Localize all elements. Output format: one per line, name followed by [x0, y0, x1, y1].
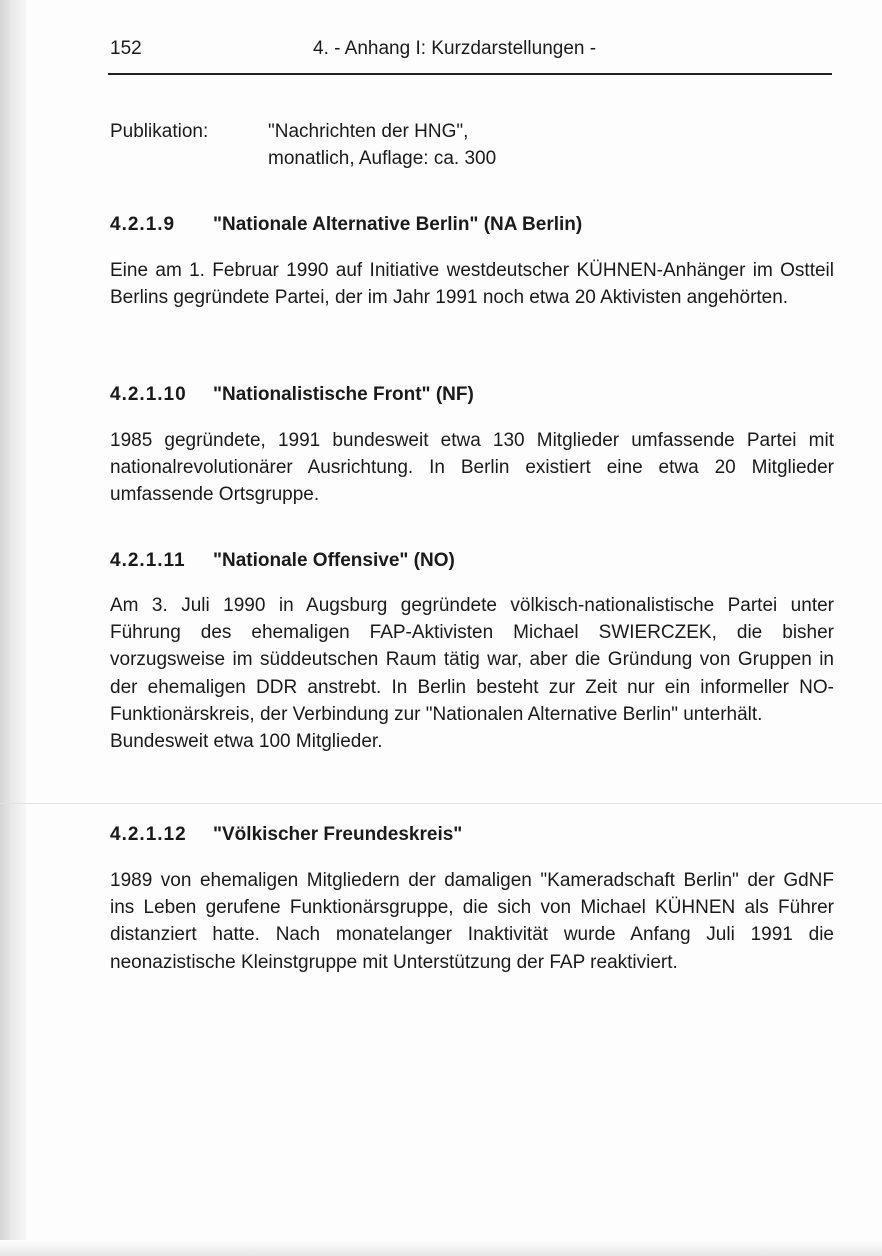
- section-heading: [108, 383, 834, 407]
- section-number: 4.2.1.12: [110, 824, 187, 845]
- header-rule: [108, 73, 832, 75]
- section-title: "Nationalistische Front" (NF): [213, 384, 474, 405]
- scan-bottom-shade: [0, 1240, 882, 1256]
- section-heading: [108, 823, 834, 847]
- publication-label: Publikation:: [110, 121, 209, 142]
- section-number: 4.2.1.10: [110, 384, 187, 405]
- publication-value-line-2: monatlich, Auflage: ca. 300: [268, 148, 497, 169]
- page-header: [108, 36, 832, 76]
- publication-value: [268, 118, 828, 172]
- section-heading: [108, 213, 834, 237]
- paragraph: Bundesweit etwa 100 Mitglieder.: [110, 731, 383, 753]
- scan-binding-shadow: [0, 0, 26, 1256]
- page-number: 152: [110, 38, 142, 59]
- section-heading: [108, 549, 834, 573]
- running-title: 4. - Anhang I: Kurzdarstellungen -: [313, 38, 597, 59]
- section-body: [108, 257, 834, 311]
- section-body: [108, 592, 834, 755]
- section-4-2-1-11: [108, 549, 834, 755]
- section-4-2-1-12: [108, 823, 834, 976]
- section-title: "Nationale Alternative Berlin" (NA Berlin): [213, 214, 583, 235]
- paragraph: Am 3. Juli 1990 in Augsburg gegründete völkisch-nationalistische Partei unter Führung des ehemaligen FAP-Aktivisten Michael SWIERCZEK, die bisher vorzugsweise im süddeutschen Raum tätig war, aber die Gründung von Gruppen in der ehemaligen DDR anstrebt. In Berlin besteht zur Zeit nur ein informeller NO-Funktionärskreis, der Verbindung zur "Nationalen Alternative Berlin" unterhält.: [110, 595, 834, 725]
- section-body: [108, 427, 834, 509]
- section-4-2-1-10: [108, 383, 834, 509]
- paragraph: 1989 von ehemaligen Mitgliedern der damaligen "Kameradschaft Berlin" der GdNF ins Leben gerufene Funktionärsgruppe, die sich von Michael KÜHNEN als Führer distanziert hatte. Nach monatelanger Inaktivität wurde Anfang Juli 1991 die neonazistische Kleinstgruppe mit Unterstützung der FAP reaktiviert.: [110, 870, 834, 973]
- publication-value-line-1: "Nachrichten der HNG",: [268, 121, 469, 142]
- section-number: 4.2.1.11: [110, 550, 186, 571]
- section-title: "Völkischer Freundeskreis": [213, 824, 463, 845]
- section-4-2-1-9: [108, 213, 834, 311]
- section-body: [108, 867, 834, 976]
- paragraph: Eine am 1. Februar 1990 auf Initiative westdeutscher KÜHNEN-Anhänger im Ostteil Berlins gegründete Partei, der im Jahr 1991 noch etwa 20 Aktivisten angehörten.: [110, 260, 834, 309]
- section-number: 4.2.1.9: [110, 214, 176, 235]
- scan-fold-line: [0, 803, 882, 804]
- section-title: "Nationale Offensive" (NO): [213, 550, 455, 571]
- paragraph: 1985 gegründete, 1991 bundesweit etwa 130 Mitglieder umfassende Partei mit nationalrevolutionärer Ausrichtung. In Berlin existiert eine etwa 20 Mitglieder umfassende Ortsgruppe.: [110, 430, 834, 506]
